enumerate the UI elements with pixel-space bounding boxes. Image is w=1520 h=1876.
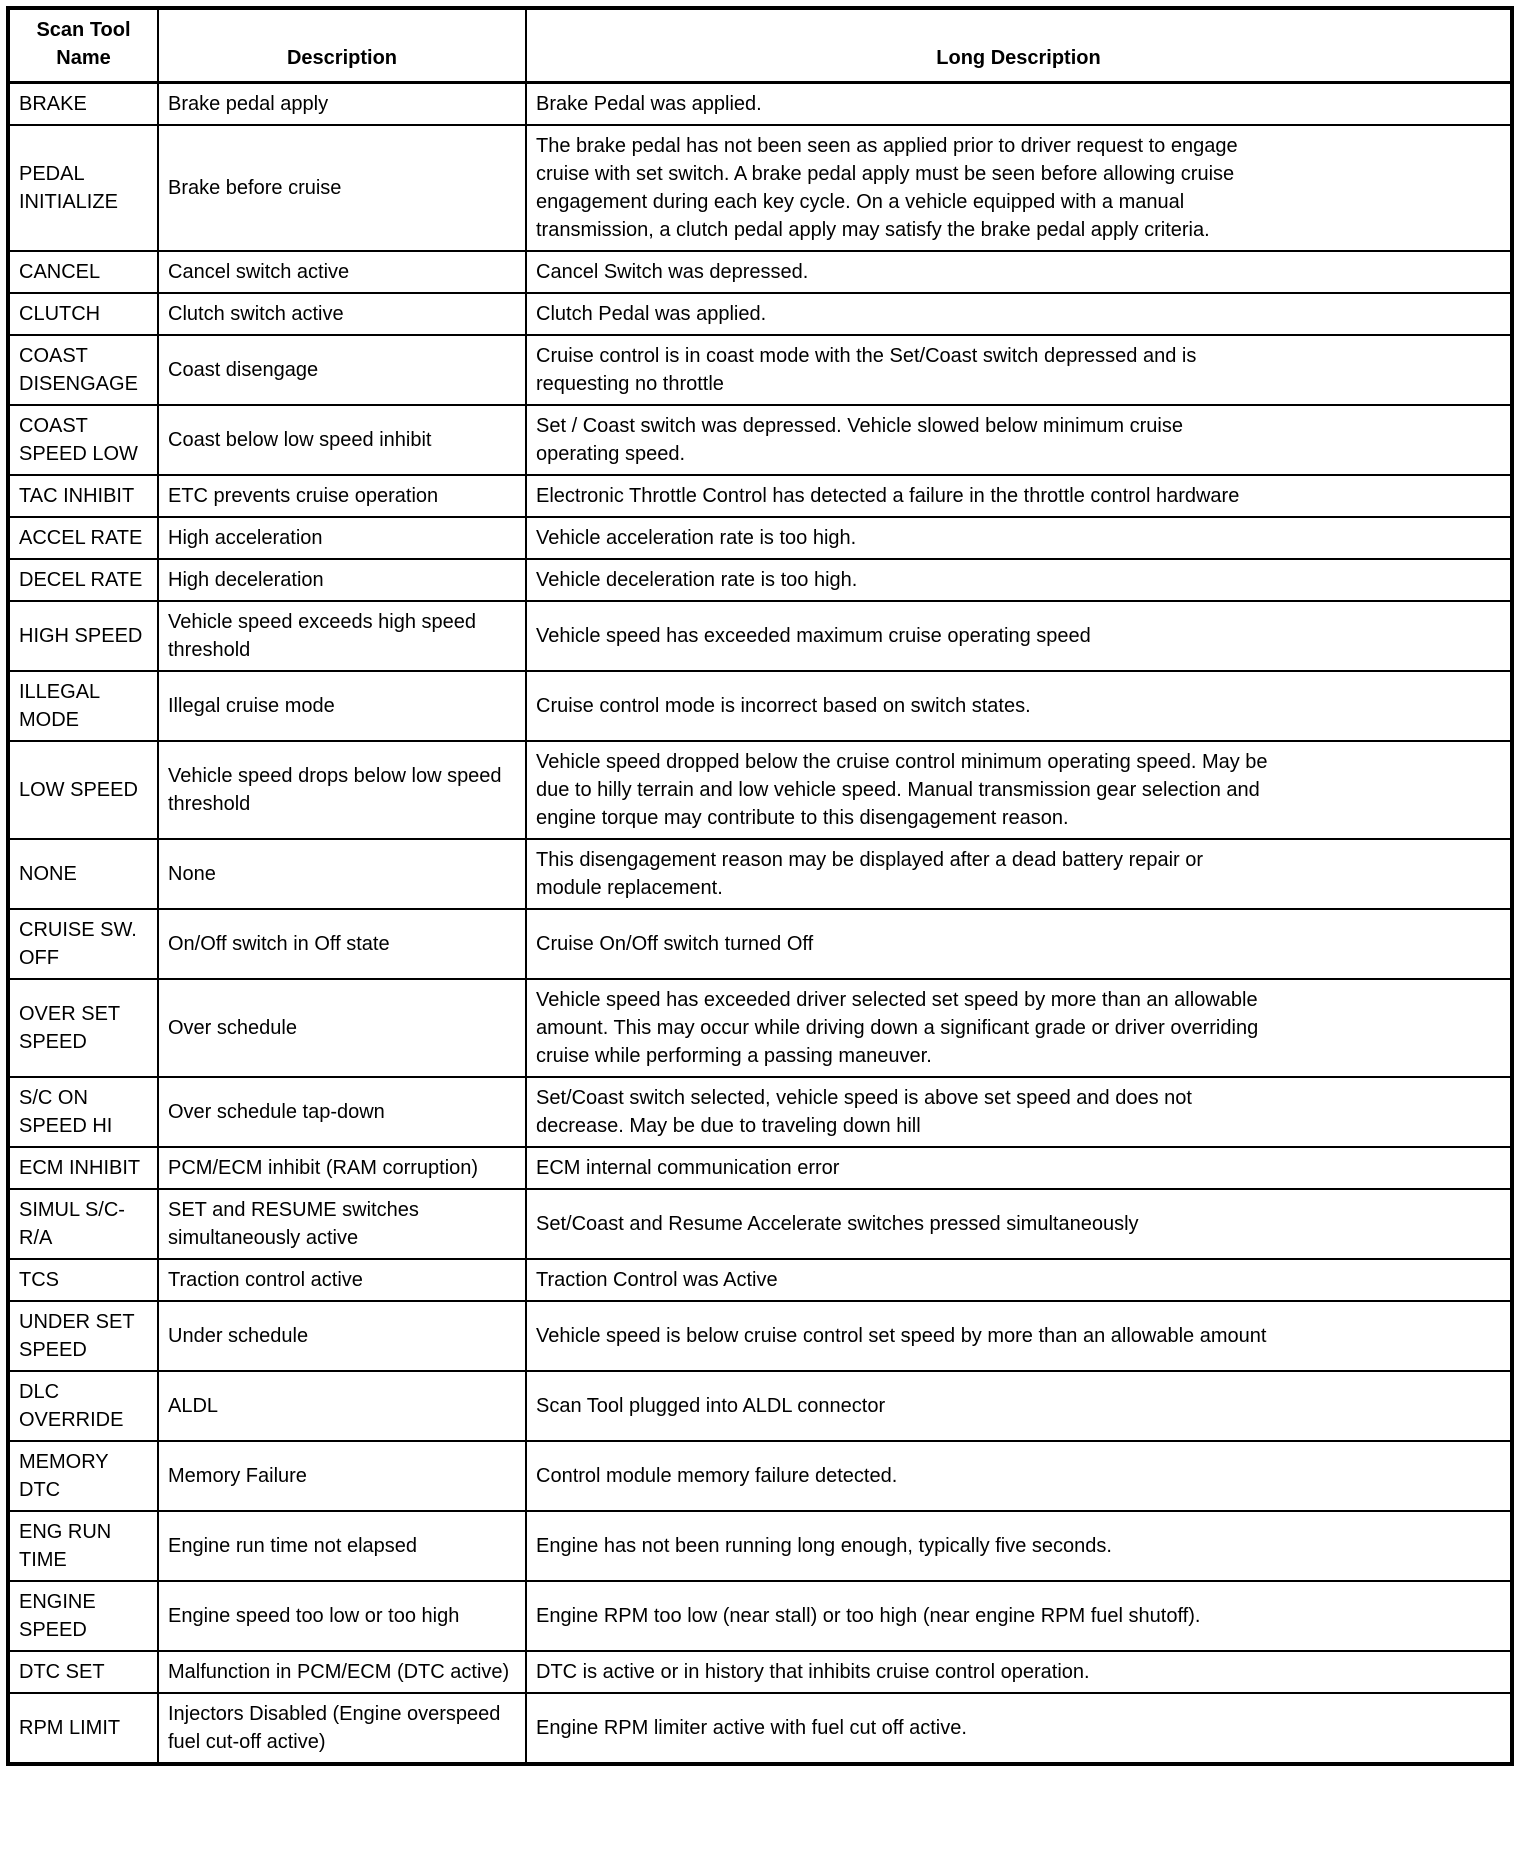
long-description-cell-text: Set / Coast switch was depressed. Vehicle slowed below minimum cruise operating speed. bbox=[536, 415, 1183, 465]
long-description-cell-text: Clutch Pedal was applied. bbox=[536, 303, 767, 325]
scan-tool-name-cell-text: COAST SPEED LOW bbox=[19, 415, 138, 465]
scan-tool-name-cell bbox=[8, 251, 158, 293]
long-description-cell bbox=[526, 741, 1512, 839]
long-description-cell bbox=[526, 671, 1512, 741]
description-cell bbox=[158, 671, 526, 741]
scan-tool-name-cell-text: NONE bbox=[19, 863, 77, 885]
scan-tool-name-cell bbox=[8, 1301, 158, 1371]
scan-tool-name-cell-text: TCS bbox=[19, 1269, 59, 1291]
table-row bbox=[8, 1651, 1512, 1693]
scan-tool-name-cell bbox=[8, 839, 158, 909]
description-cell-text: ETC prevents cruise operation bbox=[168, 485, 439, 507]
scan-tool-name-cell-text: ILLEGAL MODE bbox=[19, 681, 100, 731]
description-cell bbox=[158, 979, 526, 1077]
scan-tool-name-cell-text: ENG RUN TIME bbox=[19, 1521, 112, 1571]
scan-tool-name-cell bbox=[8, 1693, 158, 1764]
description-cell-text: Brake pedal apply bbox=[168, 93, 329, 115]
description-cell-text: Coast disengage bbox=[168, 359, 319, 381]
scan-tool-name-cell bbox=[8, 83, 158, 126]
description-cell-text: High deceleration bbox=[168, 569, 324, 591]
long-description-cell bbox=[526, 1371, 1512, 1441]
long-description-cell-text: This disengagement reason may be displayed after a dead battery repair or module replacement. bbox=[536, 849, 1204, 899]
scan-tool-name-cell-text: ACCEL RATE bbox=[19, 527, 143, 549]
long-description-cell-text: Set/Coast switch selected, vehicle speed is above set speed and does not decrease. May be due to traveling down hill bbox=[536, 1087, 1192, 1137]
table-row bbox=[8, 1301, 1512, 1371]
long-description-cell-text: Cruise control is in coast mode with the Set/Coast switch depressed and is requesting no throttle bbox=[536, 345, 1197, 395]
header-row bbox=[8, 8, 1512, 83]
long-description-cell-text: Engine RPM limiter active with fuel cut off active. bbox=[536, 1717, 967, 1739]
long-description-cell-text: Vehicle speed dropped below the cruise control minimum operating speed. May be due to hilly terrain and low vehicle speed. Manual transmission gear selection and engine torque may contribute to this disengagement reason. bbox=[536, 751, 1268, 829]
scan-tool-name-cell bbox=[8, 909, 158, 979]
description-cell-text: SET and RESUME switches simultaneously active bbox=[168, 1199, 419, 1249]
scan-tool-name-cell-text: UNDER SET SPEED bbox=[19, 1311, 135, 1361]
table-row bbox=[8, 1511, 1512, 1581]
description-cell bbox=[158, 1301, 526, 1371]
scan-tool-name-cell-text: COAST DISENGAGE bbox=[19, 345, 138, 395]
description-cell-text: Over schedule tap-down bbox=[168, 1101, 385, 1123]
description-cell bbox=[158, 405, 526, 475]
table-row bbox=[8, 671, 1512, 741]
long-description-cell bbox=[526, 83, 1512, 126]
long-description-cell-text: Cancel Switch was depressed. bbox=[536, 261, 809, 283]
long-description-cell bbox=[526, 335, 1512, 405]
table-row bbox=[8, 475, 1512, 517]
description-cell bbox=[158, 559, 526, 601]
long-description-cell-text: ECM internal communication error bbox=[536, 1157, 840, 1179]
table-row bbox=[8, 1693, 1512, 1764]
table-row bbox=[8, 405, 1512, 475]
scan-tool-table bbox=[6, 6, 1514, 1766]
scan-tool-name-cell-text: CLUTCH bbox=[19, 303, 101, 325]
long-description-cell bbox=[526, 1581, 1512, 1651]
table-header bbox=[8, 8, 1512, 83]
scan-tool-name-cell-text: TAC INHIBIT bbox=[19, 485, 135, 507]
long-description-cell-text: Brake Pedal was applied. bbox=[536, 93, 762, 115]
scan-tool-name-cell-text: CANCEL bbox=[19, 261, 101, 283]
scan-tool-name-cell bbox=[8, 1189, 158, 1259]
scan-tool-name-cell bbox=[8, 475, 158, 517]
description-cell-text: Memory Failure bbox=[168, 1465, 307, 1487]
header-description: Description bbox=[158, 8, 526, 83]
long-description-cell-text: Cruise control mode is incorrect based on switch states. bbox=[536, 695, 1031, 717]
scan-tool-name-cell bbox=[8, 517, 158, 559]
description-cell bbox=[158, 1511, 526, 1581]
table-row bbox=[8, 1147, 1512, 1189]
description-cell-text: None bbox=[168, 863, 216, 885]
scan-tool-name-cell-text: LOW SPEED bbox=[19, 779, 138, 801]
description-cell bbox=[158, 335, 526, 405]
description-cell-text: Under schedule bbox=[168, 1325, 309, 1347]
scan-tool-name-cell bbox=[8, 1581, 158, 1651]
table-row bbox=[8, 1581, 1512, 1651]
table-body bbox=[8, 83, 1512, 1765]
description-cell-text: Brake before cruise bbox=[168, 177, 342, 199]
description-cell bbox=[158, 1077, 526, 1147]
scan-tool-name-cell bbox=[8, 293, 158, 335]
description-cell-text: Cancel switch active bbox=[168, 261, 350, 283]
scan-tool-name-cell-text: CRUISE SW. OFF bbox=[19, 919, 137, 969]
long-description-cell bbox=[526, 475, 1512, 517]
long-description-cell-text: Traction Control was Active bbox=[536, 1269, 778, 1291]
description-cell-text: Traction control active bbox=[168, 1269, 363, 1291]
scan-tool-name-cell bbox=[8, 559, 158, 601]
description-cell bbox=[158, 909, 526, 979]
scan-tool-name-cell-text: PEDAL INITIALIZE bbox=[19, 163, 118, 213]
table-row bbox=[8, 293, 1512, 335]
long-description-cell bbox=[526, 517, 1512, 559]
long-description-cell bbox=[526, 559, 1512, 601]
long-description-cell-text: Scan Tool plugged into ALDL connector bbox=[536, 1395, 886, 1417]
description-cell-text: High acceleration bbox=[168, 527, 323, 549]
description-cell-text: Vehicle speed exceeds high speed threshold bbox=[168, 611, 477, 661]
table-row bbox=[8, 1441, 1512, 1511]
scan-tool-name-cell-text: HIGH SPEED bbox=[19, 625, 143, 647]
scan-tool-name-cell-text: DTC SET bbox=[19, 1661, 105, 1683]
description-cell bbox=[158, 1441, 526, 1511]
description-cell bbox=[158, 83, 526, 126]
long-description-cell bbox=[526, 1511, 1512, 1581]
scan-tool-name-cell bbox=[8, 1511, 158, 1581]
table-row bbox=[8, 601, 1512, 671]
description-cell-text: Illegal cruise mode bbox=[168, 695, 335, 717]
table-row bbox=[8, 517, 1512, 559]
description-cell-text: On/Off switch in Off state bbox=[168, 933, 390, 955]
table-row bbox=[8, 251, 1512, 293]
table-row bbox=[8, 979, 1512, 1077]
description-cell bbox=[158, 1693, 526, 1764]
scan-tool-name-cell bbox=[8, 979, 158, 1077]
description-cell bbox=[158, 741, 526, 839]
scan-tool-name-cell bbox=[8, 125, 158, 251]
long-description-cell bbox=[526, 1693, 1512, 1764]
long-description-cell bbox=[526, 909, 1512, 979]
long-description-cell-text: Vehicle acceleration rate is too high. bbox=[536, 527, 857, 549]
scan-tool-name-cell-text: RPM LIMIT bbox=[19, 1717, 121, 1739]
description-cell bbox=[158, 839, 526, 909]
long-description-cell-text: Vehicle speed has exceeded maximum cruise operating speed bbox=[536, 625, 1091, 647]
long-description-cell bbox=[526, 251, 1512, 293]
scan-tool-name-cell bbox=[8, 405, 158, 475]
long-description-cell-text: Set/Coast and Resume Accelerate switches pressed simultaneously bbox=[536, 1213, 1139, 1235]
scan-tool-name-cell-text: BRAKE bbox=[19, 93, 87, 115]
description-cell-text: Malfunction in PCM/ECM (DTC active) bbox=[168, 1661, 510, 1683]
scan-tool-name-cell bbox=[8, 1077, 158, 1147]
description-cell-text: Coast below low speed inhibit bbox=[168, 429, 432, 451]
long-description-cell bbox=[526, 839, 1512, 909]
description-cell-text: ALDL bbox=[168, 1395, 219, 1417]
description-cell bbox=[158, 1371, 526, 1441]
table-row bbox=[8, 909, 1512, 979]
scan-tool-name-cell-text: S/C ON SPEED HI bbox=[19, 1087, 113, 1137]
description-cell-text: PCM/ECM inhibit (RAM corruption) bbox=[168, 1157, 479, 1179]
scan-tool-name-cell bbox=[8, 1441, 158, 1511]
table-row bbox=[8, 839, 1512, 909]
long-description-cell-text: Cruise On/Off switch turned Off bbox=[536, 933, 814, 955]
long-description-cell bbox=[526, 1651, 1512, 1693]
long-description-cell bbox=[526, 1077, 1512, 1147]
table-row bbox=[8, 125, 1512, 251]
scan-tool-name-cell bbox=[8, 1651, 158, 1693]
table-row bbox=[8, 741, 1512, 839]
scan-tool-name-cell bbox=[8, 741, 158, 839]
description-cell bbox=[158, 1147, 526, 1189]
scan-tool-name-cell-text: SIMUL S/C-R/A bbox=[19, 1199, 125, 1249]
long-description-cell bbox=[526, 1441, 1512, 1511]
description-cell bbox=[158, 517, 526, 559]
description-cell-text: Injectors Disabled (Engine overspeed fuel cut-off active) bbox=[168, 1703, 501, 1753]
long-description-cell-text: The brake pedal has not been seen as applied prior to driver request to engage cruise with set switch. A brake pedal apply must be seen before allowing cruise engagement during each key cycle. On a vehicle equipped with a manual transmission, a clutch pedal apply may satisfy the brake pedal apply criteria. bbox=[536, 135, 1238, 241]
long-description-cell-text: Control module memory failure detected. bbox=[536, 1465, 898, 1487]
description-cell-text: Clutch switch active bbox=[168, 303, 344, 325]
scan-tool-name-cell bbox=[8, 671, 158, 741]
long-description-cell bbox=[526, 1147, 1512, 1189]
long-description-cell-text: Vehicle speed is below cruise control set speed by more than an allowable amount bbox=[536, 1325, 1267, 1347]
header-long-description: Long Description bbox=[526, 8, 1512, 83]
scan-tool-name-cell-text: DECEL RATE bbox=[19, 569, 143, 591]
long-description-cell-text: Engine has not been running long enough, typically five seconds. bbox=[536, 1535, 1112, 1557]
description-cell bbox=[158, 601, 526, 671]
scan-tool-name-cell bbox=[8, 1371, 158, 1441]
table-row bbox=[8, 559, 1512, 601]
long-description-cell bbox=[526, 601, 1512, 671]
table-row bbox=[8, 1371, 1512, 1441]
long-description-cell bbox=[526, 1301, 1512, 1371]
scan-tool-name-cell bbox=[8, 601, 158, 671]
description-cell bbox=[158, 475, 526, 517]
description-cell bbox=[158, 125, 526, 251]
long-description-cell bbox=[526, 293, 1512, 335]
description-cell bbox=[158, 1651, 526, 1693]
long-description-cell bbox=[526, 1189, 1512, 1259]
description-cell-text: Vehicle speed drops below low speed threshold bbox=[168, 765, 502, 815]
scan-tool-name-cell-text: DLC OVERRIDE bbox=[19, 1381, 124, 1431]
description-cell bbox=[158, 1581, 526, 1651]
table-row bbox=[8, 335, 1512, 405]
scan-tool-name-cell bbox=[8, 335, 158, 405]
header-scan-tool-name: Scan Tool Name bbox=[8, 8, 158, 83]
long-description-cell-text: Electronic Throttle Control has detected a failure in the throttle control hardware bbox=[536, 485, 1240, 507]
description-cell bbox=[158, 251, 526, 293]
description-cell-text: Over schedule bbox=[168, 1017, 297, 1039]
description-cell bbox=[158, 1259, 526, 1301]
scan-tool-name-cell-text: ECM INHIBIT bbox=[19, 1157, 141, 1179]
scan-tool-name-cell bbox=[8, 1259, 158, 1301]
table-row bbox=[8, 1259, 1512, 1301]
long-description-cell-text: DTC is active or in history that inhibits cruise control operation. bbox=[536, 1661, 1090, 1683]
description-cell bbox=[158, 293, 526, 335]
scan-tool-name-cell-text: ENGINE SPEED bbox=[19, 1591, 96, 1641]
long-description-cell bbox=[526, 1259, 1512, 1301]
description-cell-text: Engine run time not elapsed bbox=[168, 1535, 418, 1557]
scan-tool-name-cell-text: MEMORY DTC bbox=[19, 1451, 109, 1501]
scan-tool-name-cell-text: OVER SET SPEED bbox=[19, 1003, 120, 1053]
long-description-cell-text: Vehicle speed has exceeded driver selected set speed by more than an allowable amount. This may occur while driving down a significant grade or driver overriding cruise while performing a passing maneuver. bbox=[536, 989, 1259, 1067]
description-cell bbox=[158, 1189, 526, 1259]
long-description-cell bbox=[526, 979, 1512, 1077]
table-row bbox=[8, 1189, 1512, 1259]
long-description-cell bbox=[526, 125, 1512, 251]
long-description-cell-text: Engine RPM too low (near stall) or too high (near engine RPM fuel shutoff). bbox=[536, 1605, 1201, 1627]
long-description-cell bbox=[526, 405, 1512, 475]
table-row bbox=[8, 1077, 1512, 1147]
long-description-cell-text: Vehicle deceleration rate is too high. bbox=[536, 569, 858, 591]
scan-tool-name-cell bbox=[8, 1147, 158, 1189]
table-row bbox=[8, 83, 1512, 126]
description-cell-text: Engine speed too low or too high bbox=[168, 1605, 460, 1627]
